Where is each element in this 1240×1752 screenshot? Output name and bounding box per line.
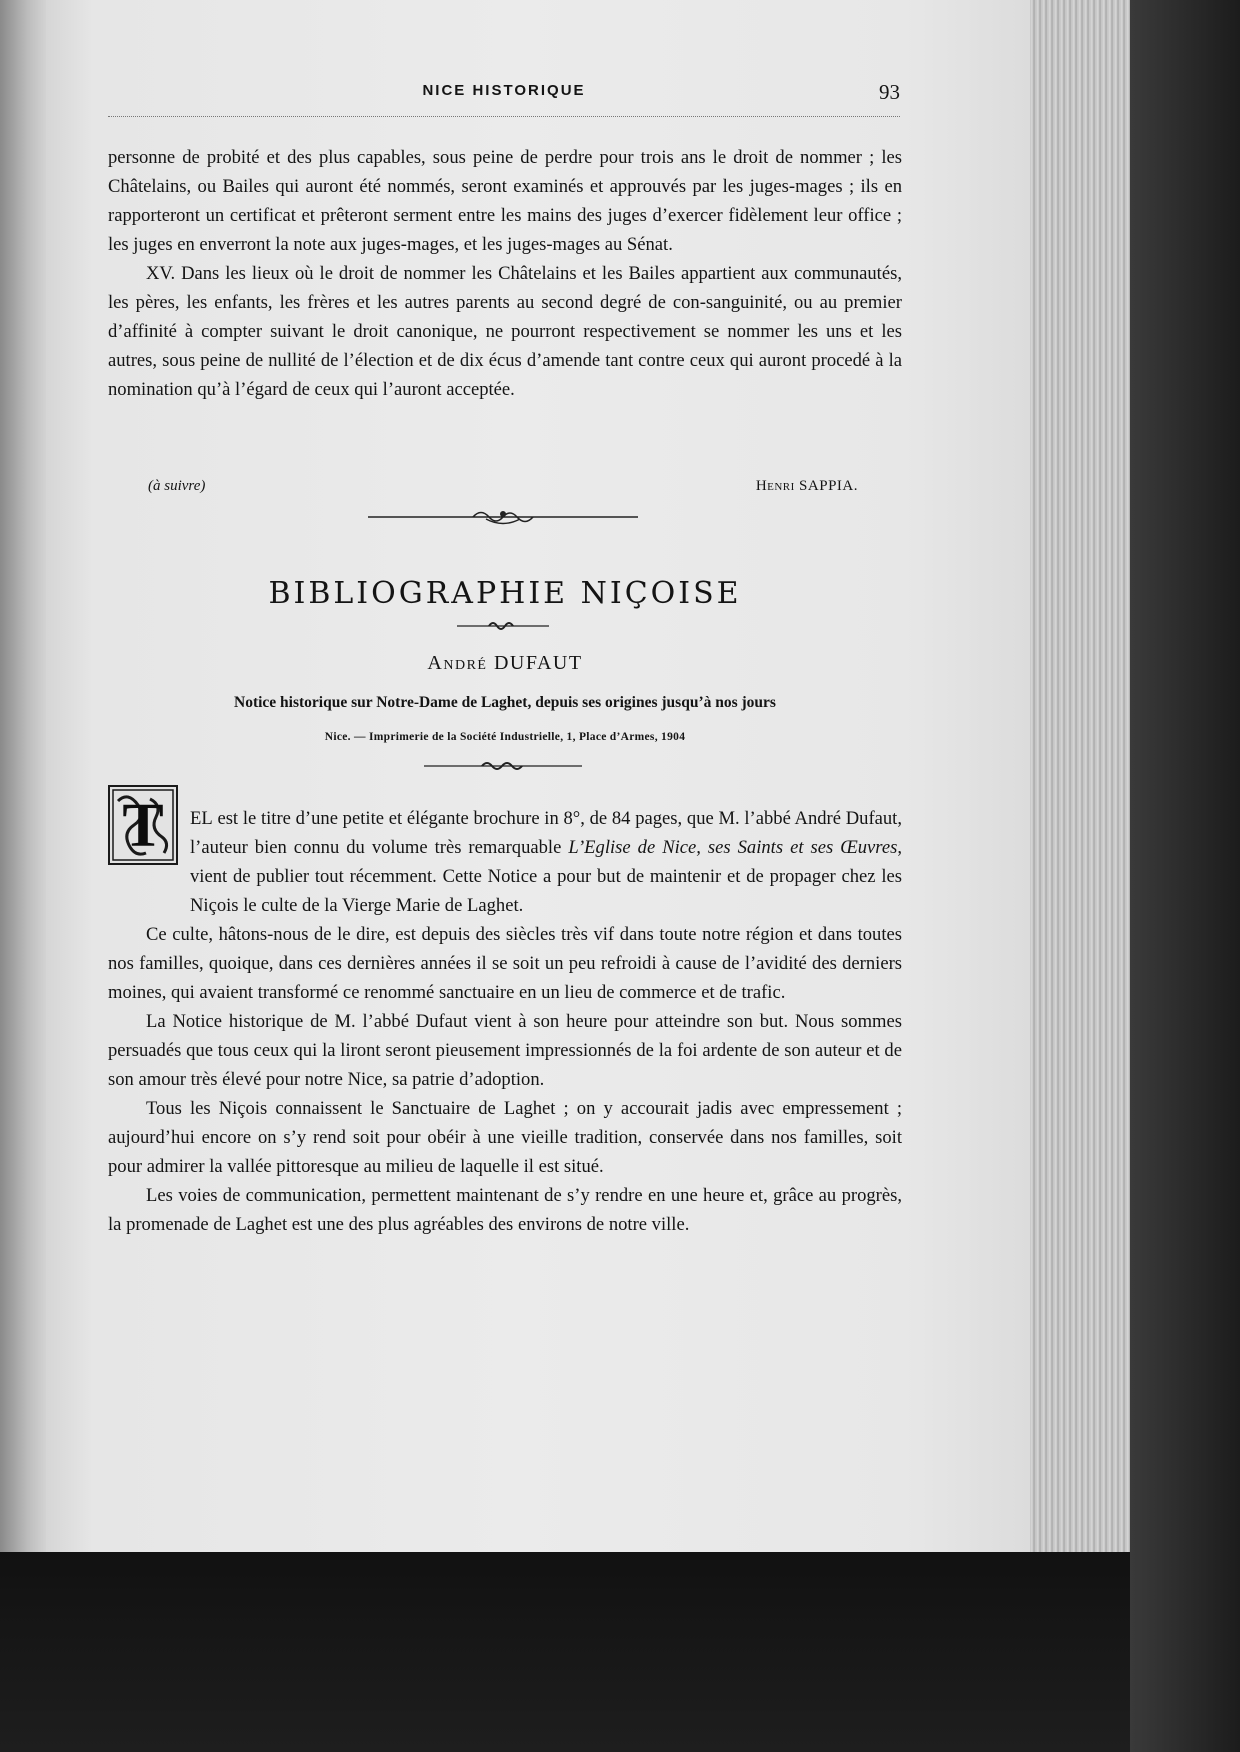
text-run: est le titre d’une petite et élégante brochure in 8°, de 84 pages, que M. l’abbé André Dufaut, l’auteur bien connu du volume très remarquable <box>190 808 902 858</box>
paragraph: Tous les Niçois connaissent le Sanctuaire de Laghet ; on y accourait jadis avec empressement ; aujourd’hui encore on s’y rend soit pour obéir à une vieille tradition, conservée dans nos familles, soit pour admirer la vallée pittoresque au milieu de laquelle il est situé. <box>108 1098 902 1177</box>
paragraph: La Notice historique de M. l’abbé Dufaut vient à son heure pour atteindre son but. Nous sommes persuadés que tous ceux qui la liront seront pieusement impressionnés de la foi ardente de son auteur et de son amour très élevé pour notre Nice, sa patrie d’adoption. <box>108 1011 902 1090</box>
cited-book-title: L’Eglise de Nice, ses Saints et ses Œuvres <box>568 837 898 858</box>
review-book-title: Notice historique sur Notre-Dame de Laghet, depuis ses origines jusqu’à nos jours <box>234 694 776 711</box>
first-word-rest: EL <box>190 808 213 829</box>
paragraph: Les voies de communication, permettent maintenant de s’y rendre en une heure et, grâce au progrès, la promenade de Laghet est une des plus agréables des environs de notre ville. <box>108 1185 902 1235</box>
small-ornament <box>424 756 582 776</box>
review-author: André DUFAUT <box>427 652 583 674</box>
running-head <box>108 82 900 117</box>
review-text <box>108 804 902 1239</box>
drop-cap-letter: T <box>122 792 164 860</box>
table-surface <box>0 1552 1130 1752</box>
article-author: Henri SAPPIA. <box>755 478 858 494</box>
page-number: 93 <box>879 80 900 104</box>
article-signature <box>148 478 858 504</box>
ornamental-rule <box>368 508 638 528</box>
page-gutter-shadow <box>0 0 46 1552</box>
to-follow-note: (à suivre) <box>148 478 206 494</box>
section-title: BIBLIOGRAPHIE NIÇOISE <box>268 576 742 611</box>
page-edges <box>1030 0 1130 1570</box>
paragraph: Ce culte, hâtons-nous de le dire, est depuis des siècles très vif dans toute notre région et dans toutes nos familles, quoique, dans ces dernières années il se soit un peu refroidi à cause de l’avidité des derniers moines, qui avaient transformé ce renommé sanctuaire en un lieu de commerce et de trafic. <box>108 924 902 1003</box>
paragraph: personne de probité et des plus capables, sous peine de perdre pour trois ans le droit de nommer ; les Châtelains, ou Bailes qui auront été nommés, seront examinés et approuvés par les juges-mages ; ils en rapporteront un certificat et prêteront serment entre les mains des juges d’exercer fidèlement leur office ; les juges en enverront la note aux juges-mages, et les juges-mages au Sénat. <box>108 147 902 255</box>
text-run: , vient de publier tout récemment. Cette Notice a pour but de maintenir et de propager chez les Niçois le culte de la Vierge Marie de Laghet. <box>190 837 902 916</box>
paragraph: XV. Dans les lieux où le droit de nommer les Châtelains et les Bailes appartient aux communautés, les pères, les enfants, les frères et les autres parents au second degré de con-sanguinité, ou au premier d’affinité à compter suivant le droit canonique, ne pourront respectivement se nommer les uns et les autres, sous peine de nullité de l’élection et de dix écus d’amende tant contre ceux qui auront procedé à la nomination qu’à l’égard de ceux qui l’auront acceptée. <box>108 263 902 400</box>
review-imprint: Nice. — Imprimerie de la Société Industrielle, 1, Place d’Armes, 1904 <box>324 731 686 743</box>
book-cover <box>1130 0 1240 1752</box>
small-ornament <box>455 616 551 636</box>
running-title: NICE HISTORIQUE <box>422 82 586 99</box>
continued-article <box>108 143 902 404</box>
first-paragraph <box>108 804 902 920</box>
